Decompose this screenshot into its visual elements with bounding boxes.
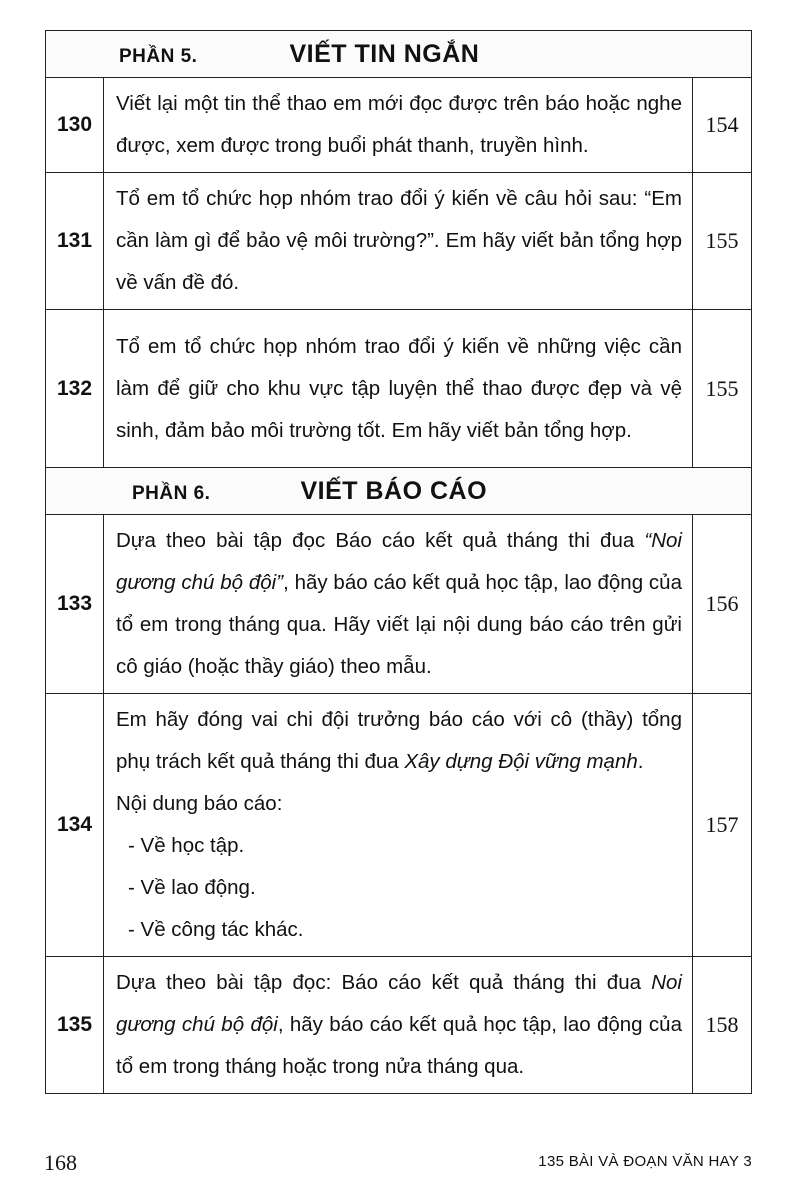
item-description: Tổ em tổ chức họp nhóm trao đổi ý kiến về những việc cần làm để giữ cho khu vực tập luyện thể thao được đẹp và vệ sinh, đảm bảo môi trường tốt. Em hãy viết bản tổng hợp. [104, 310, 693, 468]
list-item: - Về công tác khác. [128, 918, 304, 941]
item-number: 133 [46, 515, 104, 694]
item-description: Dựa theo bài tập đọc Báo cáo kết quả tháng thi đua “Noi gương chú bộ đội”, hãy báo cáo kết quả học tập, lao động của tổ em trong tháng qua. Hãy viết lại nội dung báo cáo trên gửi cô giáo (hoặc thầy giáo) theo mẫu. [104, 515, 693, 694]
item-number: 130 [46, 78, 104, 173]
section-label: PHẦN 5. [119, 45, 198, 67]
section-title: VIẾT TIN NGẮN [289, 39, 480, 68]
book-title: 135 BÀI VÀ ĐOẠN VĂN HAY 3 [538, 1153, 752, 1170]
contents-table [45, 30, 752, 1094]
table-row [46, 173, 752, 310]
section-title: VIẾT BÁO CÁO [300, 476, 488, 505]
list-item: - Về lao động. [128, 876, 256, 899]
item-description: Viết lại một tin thể thao em mới đọc được trên báo hoặc nghe được, xem được trong buổi phát thanh, truyền hình. [104, 78, 693, 173]
item-page: 156 [692, 515, 751, 694]
item-number: 135 [46, 957, 104, 1094]
table-row [46, 310, 752, 468]
item-number: 131 [46, 173, 104, 310]
item-number: 132 [46, 310, 104, 468]
item-page: 155 [692, 173, 751, 310]
item-number: 134 [46, 694, 104, 957]
section-header-6 [46, 468, 752, 515]
table-row [46, 515, 752, 694]
item-page: 158 [692, 957, 751, 1094]
item-page: 154 [692, 78, 751, 173]
item-description: Em hãy đóng vai chi đội trưởng báo cáo với cô (thầy) tổng phụ trách kết quả tháng thi đua Xây dựng Đội vững mạnh. Nội dung báo cáo: - Về học tập. - Về lao động. - Về công tác khác. [104, 694, 693, 957]
table-row [46, 957, 752, 1094]
table-row [46, 78, 752, 173]
table-row [46, 694, 752, 957]
item-page: 155 [692, 310, 751, 468]
section-header-5 [46, 31, 752, 78]
list-item: - Về học tập. [128, 834, 245, 857]
page-number: 168 [44, 1150, 77, 1175]
report-content-heading: Nội dung báo cáo: [116, 792, 283, 815]
section-label: PHẦN 6. [132, 482, 211, 504]
item-description: Dựa theo bài tập đọc: Báo cáo kết quả tháng thi đua Noi gương chú bộ đội, hãy báo cáo kết quả học tập, lao động của tổ em trong tháng hoặc trong nửa tháng qua. [104, 957, 693, 1094]
item-description: Tổ em tổ chức họp nhóm trao đổi ý kiến về câu hỏi sau: “Em cần làm gì để bảo vệ môi trường?”. Em hãy viết bản tổng hợp về vấn đề đó. [104, 173, 693, 310]
item-page: 157 [692, 694, 751, 957]
